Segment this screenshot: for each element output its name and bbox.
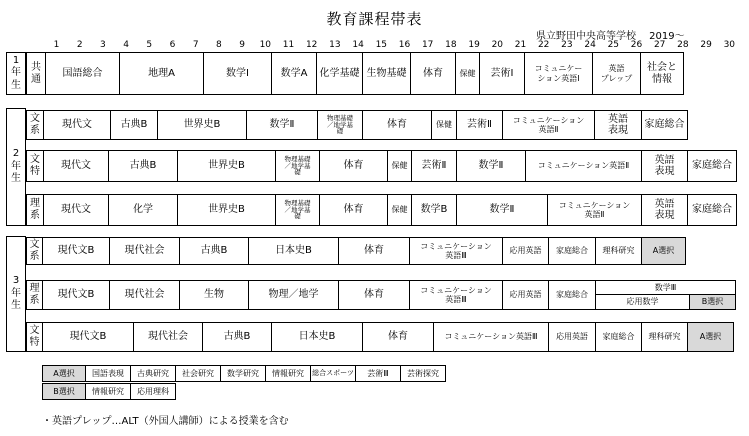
subject-cell: コミュニケーション 英語Ⅱ: [547, 194, 642, 226]
subject-cell: 英語 プレップ: [592, 52, 641, 95]
elective-label: B選択: [42, 383, 86, 400]
subject-cell: 生物基礎: [362, 52, 411, 95]
column-number: 27: [653, 40, 666, 50]
column-number: 10: [259, 40, 272, 50]
grade2-course-label-buntoku: 文 特: [26, 150, 44, 182]
elective-item: 芸術探究: [400, 365, 446, 382]
subject-cell: B選択: [689, 294, 736, 310]
subject-cell: 現代文: [43, 150, 109, 182]
subject-cell: 世界史B: [177, 194, 276, 226]
subject-cell: 物理基礎 ／地学基 礎: [275, 150, 320, 182]
subject-cell: 現代文: [43, 194, 109, 226]
subject-cell: 応用英語: [502, 280, 549, 310]
column-number: 1: [53, 40, 60, 50]
subject-cell: 家庭総合: [548, 237, 596, 265]
column-number: 4: [123, 40, 129, 50]
grade1-label: 1 年 生: [6, 52, 26, 95]
subject-cell: 古典B: [110, 110, 158, 140]
column-number: 11: [282, 40, 295, 50]
subject-cell: 現代社会: [109, 280, 180, 310]
subject-cell: 現代文B: [42, 322, 134, 352]
subject-cell: 保健: [387, 194, 412, 226]
subject-cell: 日本史B: [271, 322, 363, 352]
subject-cell: 日本史B: [248, 237, 339, 265]
subject-cell: 理科研究: [595, 237, 642, 265]
subject-cell: 現代文B: [42, 280, 110, 310]
subject-cell: 現代社会: [133, 322, 203, 352]
elective-item: 総合スポーツ: [310, 365, 356, 382]
column-number: 9: [239, 40, 245, 50]
column-number: 7: [192, 40, 199, 50]
column-number: 6: [169, 40, 176, 50]
subject-cell: 数学Ⅱ: [456, 194, 548, 226]
footnote: ・英語プレップ…ALT（外国人講師）による授業を含む: [42, 416, 289, 427]
subject-cell: コミュニケーション 英語Ⅱ: [502, 110, 595, 140]
column-number: 23: [561, 40, 573, 50]
subject-cell: 古典B: [179, 237, 249, 265]
subject-cell: 応用数学: [595, 294, 690, 310]
elective-item: 数学研究: [220, 365, 266, 382]
column-number: 5: [146, 40, 153, 50]
subject-cell: コミュニケーション 英語Ⅲ: [409, 280, 503, 310]
subject-cell: A選択: [641, 237, 686, 265]
subject-cell: 家庭総合: [548, 280, 596, 310]
column-number: 30: [723, 40, 736, 50]
subject-cell: 世界史B: [157, 110, 247, 140]
elective-label: A選択: [42, 365, 86, 382]
column-number: 3: [100, 40, 106, 50]
elective-item: 社会研究: [175, 365, 221, 382]
column-number: 8: [216, 40, 222, 50]
subject-cell: 化学: [108, 194, 178, 226]
subject-cell: 数学Ⅱ: [456, 150, 526, 182]
subject-cell: 芸術Ⅱ: [456, 110, 503, 140]
column-number: 28: [677, 40, 689, 50]
column-number: 15: [375, 40, 388, 50]
subject-cell: 英語 表現: [641, 150, 688, 182]
subject-cell: 体育: [410, 52, 456, 95]
subject-cell: 数学Ⅰ: [203, 52, 272, 95]
subject-cell: 化学基礎: [316, 52, 363, 95]
column-number: 25: [607, 40, 620, 50]
subject-cell: 英語 表現: [594, 110, 642, 140]
subject-cell: 数学B: [411, 194, 457, 226]
subject-cell: 芸術Ⅰ: [479, 52, 525, 95]
subject-cell: 数学Ⅱ: [246, 110, 318, 140]
grade3-course-label-buntoku: 文 特: [26, 322, 43, 352]
school-name: 県立野田中央高等学校 2019～: [536, 31, 685, 42]
subject-cell: 国語総合: [45, 52, 120, 95]
elective-item: 応用理科: [130, 383, 176, 400]
column-number: 29: [700, 40, 712, 50]
column-number: 17: [421, 40, 434, 50]
grade3-course-label-rikei: 理 系: [26, 280, 43, 310]
subject-cell: 体育: [319, 150, 388, 182]
subject-cell: 保健: [387, 150, 412, 182]
subject-cell: 地理A: [119, 52, 204, 95]
subject-cell: 家庭総合: [641, 110, 688, 140]
subject-cell: 英語 表現: [641, 194, 688, 226]
grade2-label: 2 年 生: [6, 108, 26, 226]
grade2-course-label-rikei: 理 系: [26, 194, 44, 226]
subject-cell: 体育: [362, 322, 434, 352]
column-number: 2: [76, 40, 83, 50]
subject-cell: 体育: [338, 280, 410, 310]
subject-cell: 応用英語: [502, 237, 549, 265]
subject-cell: コミュニケーション 英語Ⅲ: [409, 237, 503, 265]
subject-cell: 物理基礎 ／地学基 礎: [275, 194, 320, 226]
subject-cell: 芸術Ⅱ: [411, 150, 457, 182]
subject-cell: 家庭総合: [687, 150, 737, 182]
subject-cell: 数学A: [271, 52, 317, 95]
subject-cell: 家庭総合: [687, 194, 737, 226]
subject-cell: 現代文B: [42, 237, 110, 265]
column-number: 20: [491, 40, 504, 50]
elective-item: 古典研究: [130, 365, 176, 382]
column-number: 13: [329, 40, 341, 50]
subject-cell: コミュニケー ション英語Ⅰ: [524, 52, 593, 95]
subject-cell: 家庭総合: [595, 322, 642, 352]
subject-cell: コミュニケーション英語Ⅲ: [433, 322, 549, 352]
column-number: 18: [445, 40, 457, 50]
subject-cell: 保健: [431, 110, 457, 140]
subject-cell: 世界史B: [177, 150, 276, 182]
subject-cell: 理科研究: [641, 322, 688, 352]
subject-cell: 物理基礎 ／地学基 礎: [317, 110, 363, 140]
subject-cell: 体育: [362, 110, 432, 140]
elective-item: 芸術Ⅲ: [355, 365, 401, 382]
column-number: 22: [537, 40, 550, 50]
subject-cell: 保健: [455, 52, 480, 95]
elective-item: 情報研究: [85, 383, 131, 400]
subject-cell: 数学Ⅲ: [595, 280, 736, 295]
grade3-label: 3 年 生: [6, 236, 26, 352]
subject-cell: 現代文: [43, 110, 111, 140]
elective-item: 国語表現: [85, 365, 131, 382]
column-number: 19: [468, 40, 480, 50]
column-number: 24: [584, 40, 596, 50]
column-number: 26: [630, 40, 643, 50]
subject-cell: 応用英語: [548, 322, 596, 352]
subject-cell: 物理／地学: [248, 280, 339, 310]
subject-cell: 体育: [319, 194, 388, 226]
column-number: 16: [398, 40, 411, 50]
subject-cell: 生物: [179, 280, 249, 310]
grade1-course-label: 共 通: [26, 52, 46, 95]
page-title: 教育課程帯表: [326, 10, 423, 28]
grade2-course-label-bunkei: 文 系: [26, 110, 44, 140]
subject-cell: 社会と 情報: [640, 52, 684, 95]
column-number: 12: [305, 40, 318, 50]
subject-cell: A選択: [687, 322, 734, 352]
elective-item: 情報研究: [265, 365, 311, 382]
column-number: 21: [514, 40, 527, 50]
subject-cell: 現代社会: [109, 237, 180, 265]
subject-cell: 古典B: [108, 150, 178, 182]
subject-cell: 古典B: [202, 322, 272, 352]
column-number: 14: [352, 40, 364, 50]
subject-cell: コミュニケーション英語Ⅱ: [525, 150, 642, 182]
subject-cell: 体育: [338, 237, 410, 265]
grade3-course-label-bunkei: 文 系: [26, 237, 43, 265]
